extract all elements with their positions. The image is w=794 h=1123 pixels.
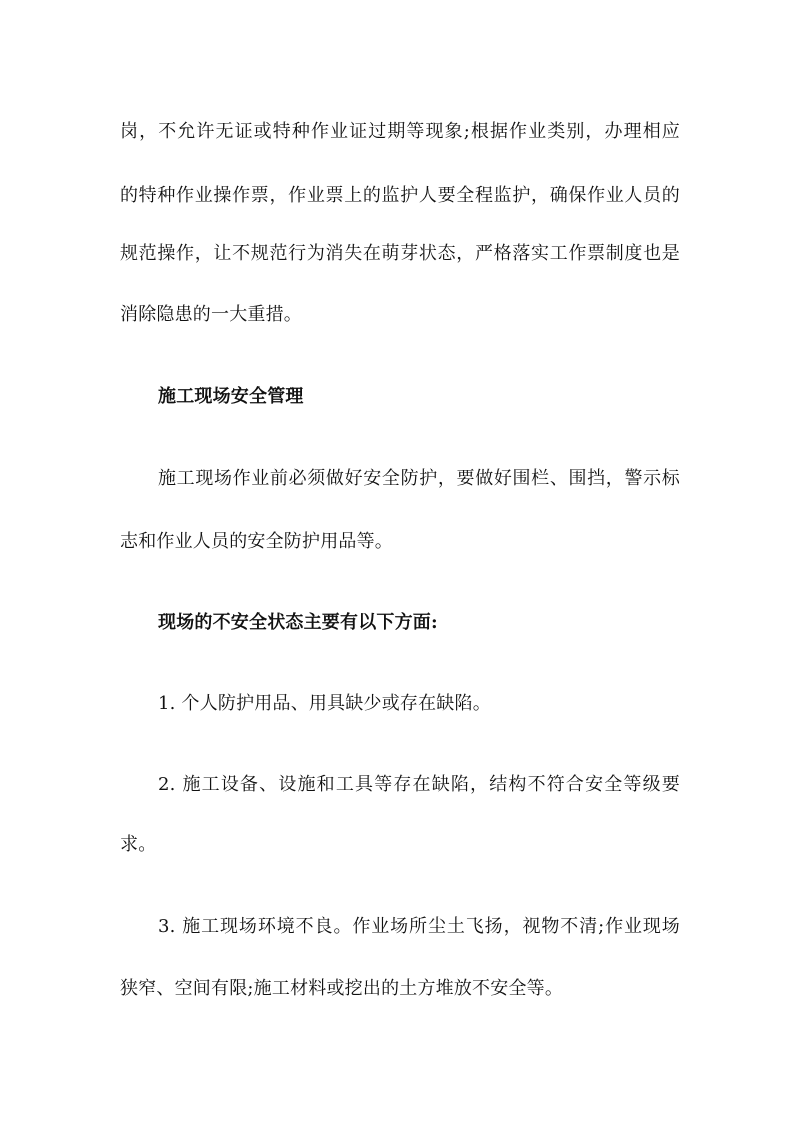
paragraph-2-line-1: 施工现场作业前必须做好安全防护，要做好围栏、围挡，警示标 bbox=[158, 468, 680, 489]
paragraph-2-line-2: 志和作业人员的安全防护用品等。 bbox=[120, 531, 393, 552]
section-heading-unsafe-states: 现场的不安全状态主要有以下方面: bbox=[158, 612, 438, 633]
list-item-2-line-1: 2. 施工设备、设施和工具等存在缺陷，结构不符合安全等级要 bbox=[158, 774, 680, 795]
list-item-3-line-1: 3. 施工现场环境不良。作业场所尘土飞扬，视物不清;作业现场 bbox=[158, 916, 680, 937]
section-heading-site-safety: 施工现场安全管理 bbox=[158, 386, 304, 407]
list-item-3-line-2: 狭窄、空间有限;施工材料或挖出的土方堆放不安全等。 bbox=[120, 978, 564, 999]
list-item-1: 1. 个人防护用品、用具缺少或存在缺陷。 bbox=[158, 693, 491, 714]
paragraph-1-line-2: 的特种作业操作票，作业票上的监护人要全程监护，确保作业人员的 bbox=[120, 185, 680, 206]
paragraph-1-line-1: 岗，不允许无证或特种作业证过期等现象;根据作业类别，办理相应 bbox=[120, 121, 680, 142]
paragraph-1-line-3: 规范操作，让不规范行为消失在萌芽状态，严格落实工作票制度也是 bbox=[120, 243, 680, 264]
list-item-2-line-2: 求。 bbox=[120, 834, 157, 855]
paragraph-1-line-4: 消除隐患的一大重措。 bbox=[120, 304, 302, 325]
